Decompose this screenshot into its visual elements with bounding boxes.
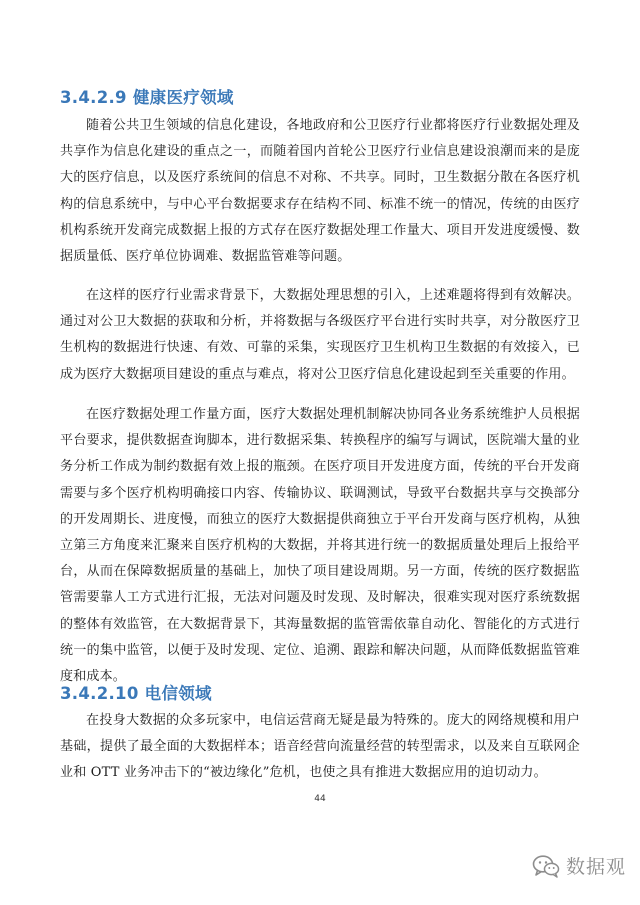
watermark-text: 数据观	[565, 856, 626, 878]
paragraph-health-1: 随着公共卫生领域的信息化建设，各地政府和公卫医疗行业都将医疗行业数据处理及共享作为信息化建设的重点之一，而随着国内首轮公卫医疗行业信息建设浪潮而来的是庞大的医疗信息，以及医疗系统间的信息不对称、不共享。同时，卫生数据分散在各医疗机构的信息系统中，与中心平台数据要求存在结构不同、标准不统一的情况，传统的由医疗机构系统开发商完成数据上报的方式存在医疗数据处理工作量大、项目开发进度缓慢、数据质量低、医疗单位协调难、数据监管难等问题。	[60, 118, 580, 265]
paragraph-health-2: 在这样的医疗行业需求背景下，大数据处理思想的引入，上述难题将得到有效解决。通过对公卫大数据的获取和分析，并将数据与各级医疗平台进行实时共享，对分散医疗卫生机构的数据进行快速、有效、可靠的采集，实现医疗卫生机构卫生数据的有效接入，已成为医疗大数据项目建设的重点与难点，将对公卫医疗信息化建设起到至关重要的作用。	[60, 288, 580, 382]
watermark	[532, 852, 626, 879]
paragraph-telecom-1: 在投身大数据的众多玩家中，电信运营商无疑是最为特殊的。庞大的网络规模和用户基础，提供了最全面的大数据样本；语音经营向流量经营的转型需求，以及来自互联网企业和 OTT 业务冲击下的“被边缘化”危机，也使之具有推进大数据应用的迫切动力。	[60, 713, 580, 781]
wechat-icon	[532, 854, 560, 878]
paragraph-health-3: 在医疗数据处理工作量方面，医疗大数据处理机制解决协同各业务系统维护人员根据平台要求，提供数据查询脚本，进行数据采集、转换程序的编写与调试，医院端大量的业务分析工作成为制约数据有效上报的瓶颈。在医疗项目开发进度方面，传统的平台开发商需要与多个医疗机构明确接口内容、传输协议、联调测试，导致平台数据共享与交换部分的开发周期长、进度慢，而独立的医疗大数据提供商独立于平台开发商与医疗机构，从独立第三方角度来汇聚来自医疗机构的大数据，并将其进行统一的数据质量处理后上报给平台，从而在保障数据质量的基础上，加快了项目建设周期。另一方面，传统的医疗数据监管需要靠人工方式进行汇报，无法对问题及时发现、及时解决，很难实现对医疗系统数据的整体有效监管，在大数据背景下，其海量数据的监管需依靠自动化、智能化的方式进行统一的集中监管，以便于及时发现、定位、追溯、跟踪和解决问题，从而降低数据监管难度和成本。	[60, 407, 580, 685]
page-number: 44	[314, 794, 326, 804]
section-heading-health-medical: 3.4.2.9 健康医疗领域	[60, 88, 234, 107]
section-heading-telecom: 3.4.2.10 电信领域	[60, 684, 212, 703]
